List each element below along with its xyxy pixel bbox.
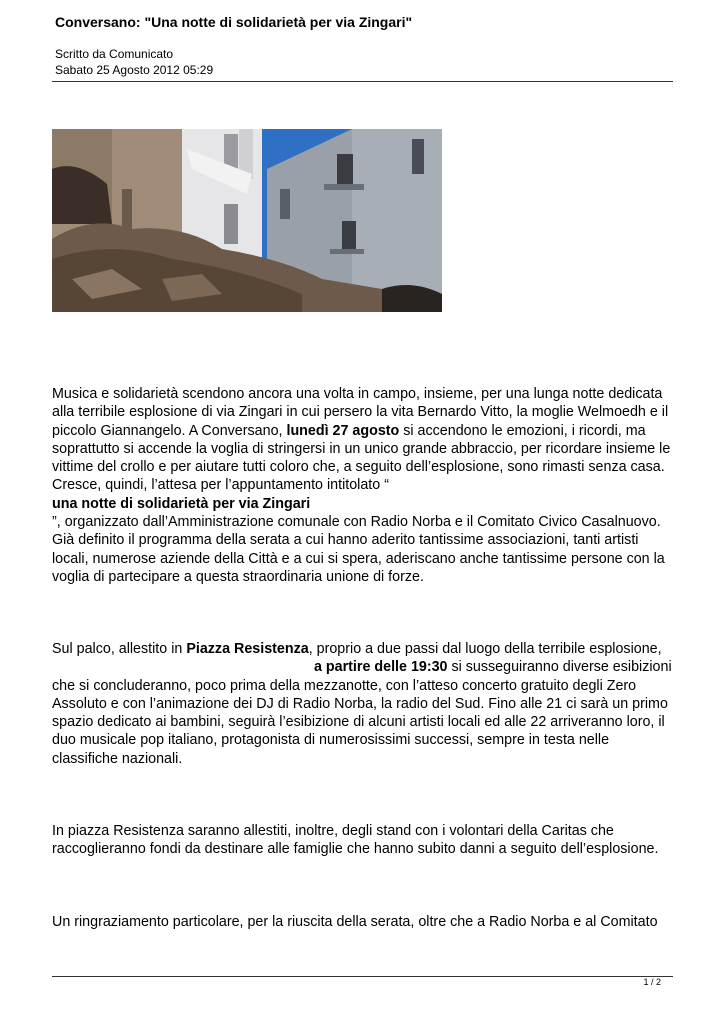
event-start-time: a partire delle 19:30 bbox=[314, 659, 448, 676]
p2-text-c: , proprio a due passi dal luogo della terribile esplosione, bbox=[308, 641, 662, 657]
page-title: Conversano: "Una notte di solidarietà per via Zingari" bbox=[55, 14, 413, 30]
p2-text-e: si susseguiranno diverse esibizioni che si concluderanno, poco prima della mezzanotte, con l’atteso concerto gratuito degli Zero Assoluto e con l’animazione dei DJ di Radio Norba, la radio del Sud. Fino alle 21 ci sarà un primo spazio dedicato ai bambini, seguirà l’esibizione di alcuni artisti locali ed alle 22 arriveranno loro, il duo musicale pop italiano, protagonista di numerosissimi successi, sempre in testa nelle classifiche nazionali. bbox=[52, 659, 672, 767]
p1-text-a: Musica e solidarietà scendono ancora una volta in campo, insieme, per una lunga notte dedicata alla terribile esplosione di via Zingari in cui persero la vita Bernardo Vitto, la moglie Welmoedh e il piccolo Giannangelo. A Conversano, bbox=[52, 386, 669, 439]
p2-text-a: Sul palco, allestito in bbox=[52, 641, 187, 657]
event-name: una notte di solidarietà per via Zingari bbox=[52, 495, 311, 512]
author-line: Scritto da Comunicato bbox=[55, 47, 174, 61]
article-paragraph-4: Un ringraziamento particolare, per la riuscita della serata, oltre che a Radio Norba e al Comitato bbox=[52, 914, 658, 930]
footer-divider bbox=[52, 976, 673, 977]
page-number: 1 / 2 bbox=[643, 977, 661, 987]
article-paragraph-3: In piazza Resistenza saranno allestiti, inoltre, degli stand con i volontari della Caritas che raccoglieranno fondi da destinare alle famiglie che hanno subito danni a seguito dell’esplosione. bbox=[52, 823, 659, 858]
article-photo bbox=[52, 129, 442, 312]
article-paragraph-1 bbox=[52, 385, 677, 586]
article-paragraph-2 bbox=[52, 640, 677, 768]
event-date: lunedì 27 agosto bbox=[286, 422, 400, 439]
photo-collapsed-building-icon bbox=[52, 129, 442, 312]
header-divider bbox=[52, 81, 673, 82]
publish-date: Sabato 25 Agosto 2012 05:29 bbox=[55, 63, 214, 77]
p1-text-c: si accendono le emozioni, i ricordi, ma soprattutto si accende la voglia di stringersi in un unico grande abbraccio, per ricordare insieme le vittime del crollo e per aiutare tutti coloro che, a seguito dell’esplosione, sono rimasti senza casa. Cresce, quindi, l’attesa per l’appuntamento intitolato “ bbox=[52, 422, 671, 494]
p1-text-e: ”, organizzato dall’Amministrazione comunale con Radio Norba e il Comitato Civico Casalnuovo. Già definito il programma della serata a cui hanno aderito tantissime associazioni, tanti artisti locali, numerose aziende della Città e a cui si spera, aderiscano anche tantissime persone con la voglia di partecipare a questa straordinaria unione di forze. bbox=[52, 514, 665, 585]
event-venue: Piazza Resistenza bbox=[186, 641, 309, 657]
